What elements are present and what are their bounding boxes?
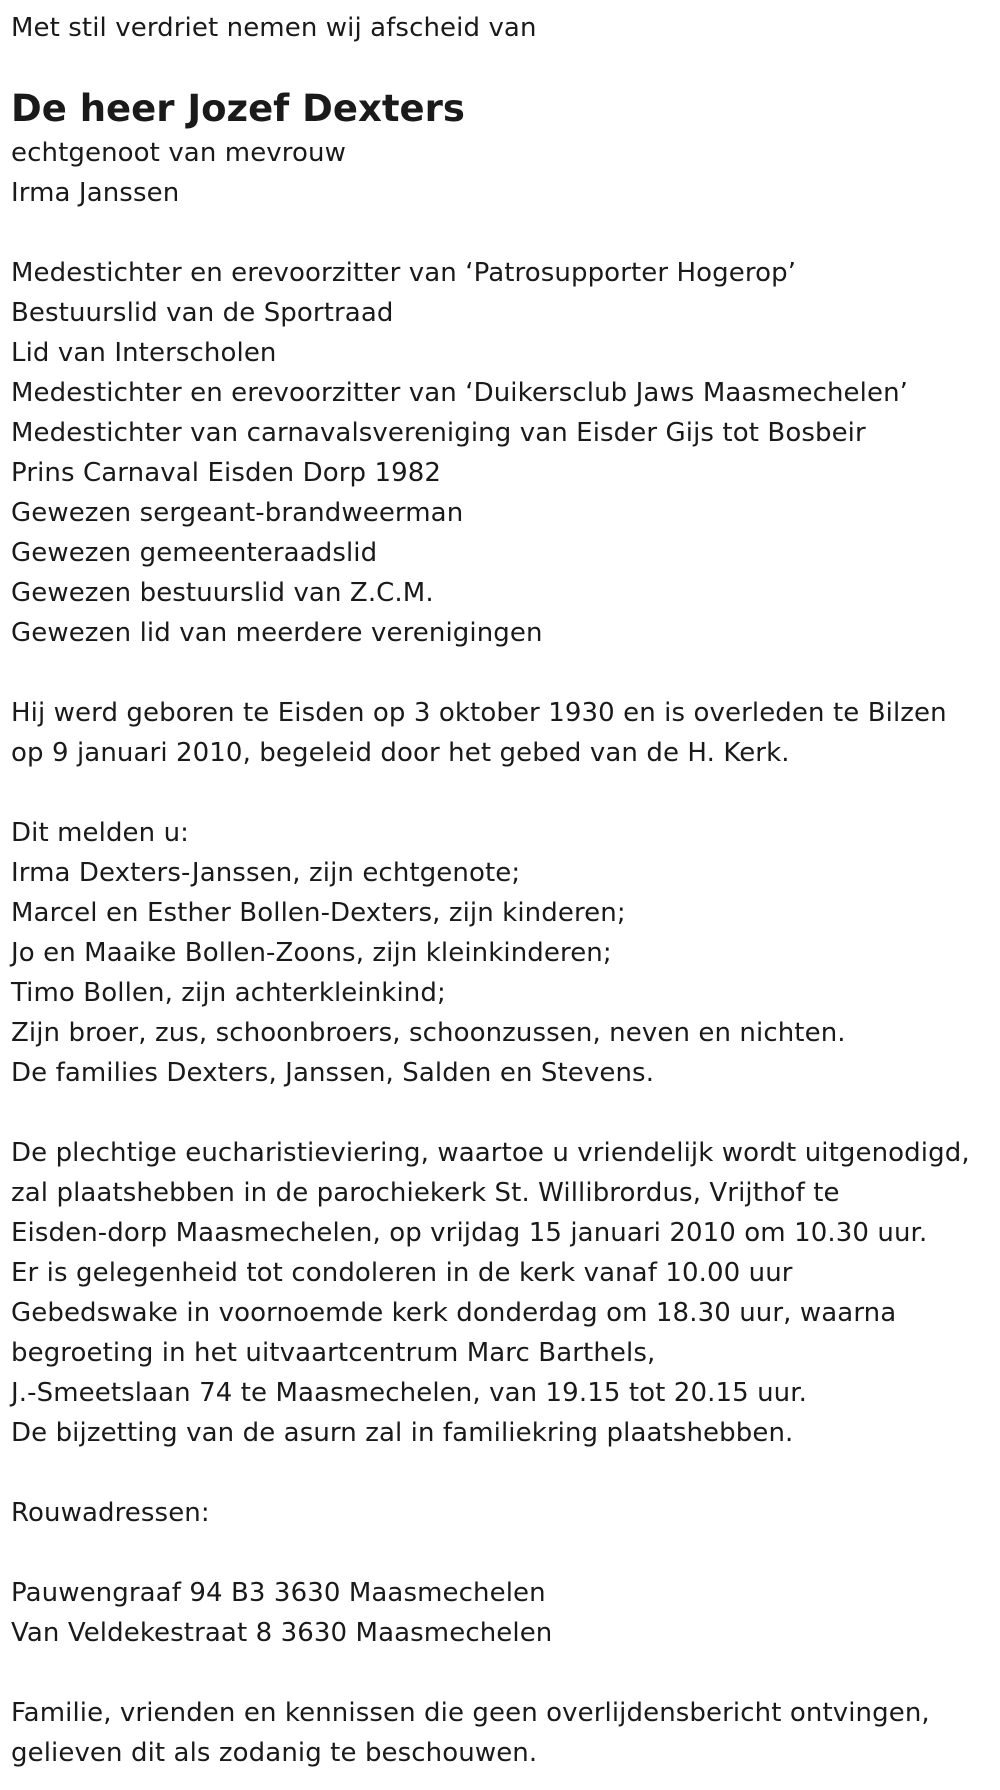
role-item: Gewezen lid van meerdere verenigingen	[11, 618, 543, 648]
ceremony-line: begroeting in het uitvaartcentrum Marc Barthels,	[11, 1338, 656, 1368]
role-item: Gewezen bestuurslid van Z.C.M.	[11, 578, 434, 608]
address-item: Pauwengraaf 94 B3 3630 Maasmechelen	[11, 1578, 546, 1608]
intro-text: Met stil verdriet nemen wij afscheid van	[11, 13, 537, 43]
family-member: Irma Dexters-Janssen, zijn echtgenote;	[11, 858, 521, 888]
closing-paragraph	[11, 1693, 1000, 1773]
birth-death-paragraph	[11, 693, 1000, 773]
addresses-list	[11, 1573, 1000, 1653]
family-member: Jo en Maaike Bollen-Zoons, zijn kleinkinderen;	[11, 938, 612, 968]
ceremony-line: Eisden-dorp Maasmechelen, op vrijdag 15 januari 2010 om 10.30 uur.	[11, 1218, 928, 1248]
birth-death-line: op 9 januari 2010, begeleid door het gebed van de H. Kerk.	[11, 738, 790, 768]
birth-death-line: Hij werd geboren te Eisden op 3 oktober 1930 en is overleden te Bilzen	[11, 698, 947, 728]
role-item: Lid van Interscholen	[11, 338, 277, 368]
ceremony-line: Gebedswake in voornoemde kerk donderdag om 18.30 uur, waarna	[11, 1298, 897, 1328]
ceremony-line: Er is gelegenheid tot condoleren in de kerk vanaf 10.00 uur	[11, 1258, 793, 1288]
closing-line: Familie, vrienden en kennissen die geen overlijdensbericht ontvingen,	[11, 1698, 930, 1728]
family-section	[11, 813, 1000, 1093]
role-item: Bestuurslid van de Sportraad	[11, 298, 394, 328]
addresses-header: Rouwadressen:	[11, 1498, 210, 1528]
deceased-name: De heer Jozef Dexters	[11, 87, 465, 130]
ceremony-line: J.-Smeetslaan 74 te Maasmechelen, van 19.15 tot 20.15 uur.	[11, 1378, 808, 1408]
family-member: Marcel en Esther Bollen-Dexters, zijn kinderen;	[11, 898, 626, 928]
role-item: Gewezen sergeant-brandweerman	[11, 498, 464, 528]
closing-line: gelieven dit als zodanig te beschouwen.	[11, 1738, 538, 1768]
role-item: Prins Carnaval Eisden Dorp 1982	[11, 458, 442, 488]
spouse-line: Irma Janssen	[11, 178, 180, 208]
family-member: Timo Bollen, zijn achterkleinkind;	[11, 978, 446, 1008]
family-header: Dit melden u:	[11, 818, 190, 848]
roles-list	[11, 253, 1000, 653]
ceremony-line: zal plaatshebben in de parochiekerk St. Willibrordus, Vrijthof te	[11, 1178, 840, 1208]
role-item: Medestichter van carnavalsvereniging van Eisder Gijs tot Bosbeir	[11, 418, 866, 448]
ceremony-line: De plechtige eucharistieviering, waartoe u vriendelijk wordt uitgenodigd,	[11, 1138, 970, 1168]
role-item: Medestichter en erevoorzitter van ‘Duikersclub Jaws Maasmechelen’	[11, 378, 909, 408]
family-member: Zijn broer, zus, schoonbroers, schoonzussen, neven en nichten.	[11, 1018, 846, 1048]
address-item: Van Veldekestraat 8 3630 Maasmechelen	[11, 1618, 553, 1648]
role-item: Gewezen gemeenteraadslid	[11, 538, 378, 568]
spouse-line: echtgenoot van mevrouw	[11, 138, 346, 168]
role-item: Medestichter en erevoorzitter van ‘Patrosupporter Hogerop’	[11, 258, 797, 288]
spouse-section	[11, 133, 1000, 213]
family-member: De families Dexters, Janssen, Salden en Stevens.	[11, 1058, 655, 1088]
ceremony-paragraph	[11, 1133, 1000, 1453]
ceremony-line: De bijzetting van de asurn zal in familiekring plaatshebben.	[11, 1418, 794, 1448]
